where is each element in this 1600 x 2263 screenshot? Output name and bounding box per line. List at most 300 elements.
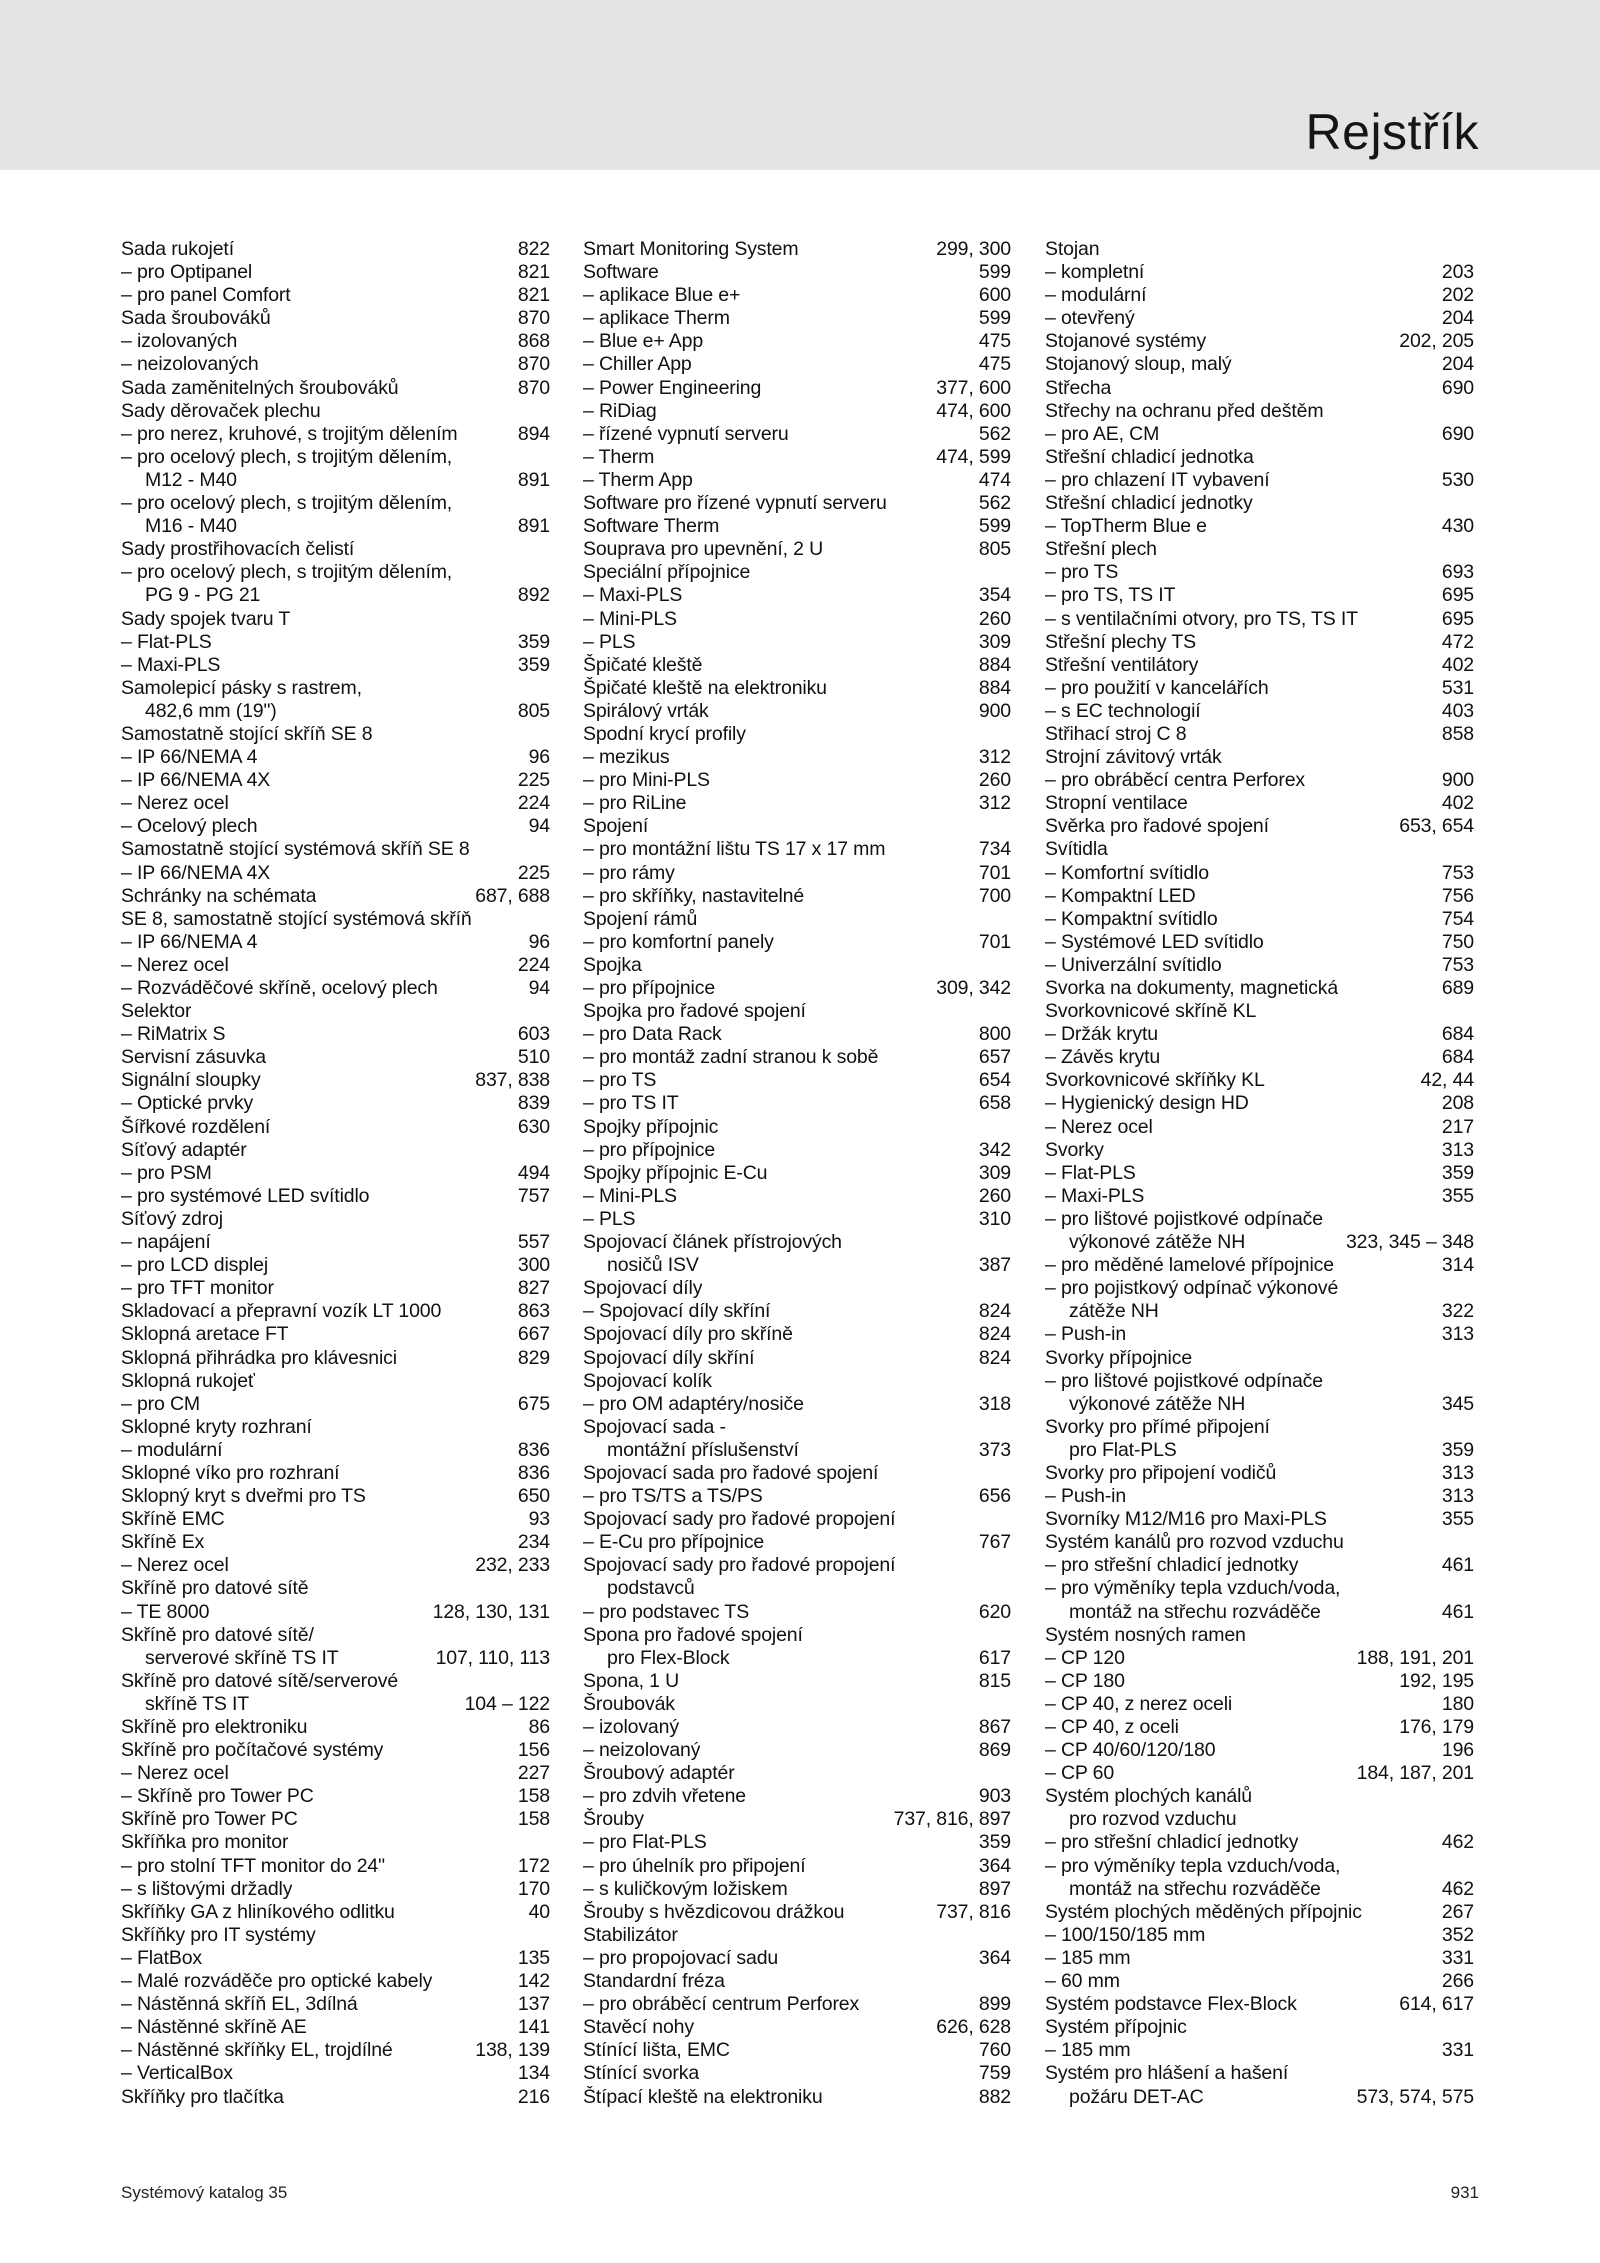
index-page-ref: 884 — [978, 676, 1011, 699]
index-page-ref: 868 — [517, 330, 550, 353]
index-page-ref: 227 — [517, 1762, 550, 1785]
index-page-ref: 196 — [1441, 1739, 1474, 1762]
index-entry — [121, 515, 550, 538]
index-page-ref: 314 — [1441, 1254, 1474, 1277]
index-page-ref: 216 — [517, 2085, 550, 2108]
index-entry — [121, 792, 550, 815]
index-term: – pro LCD displej — [121, 1254, 268, 1277]
index-entry — [121, 1393, 550, 1416]
index-term: Schránky na schémata — [121, 884, 317, 907]
index-term: Spirálový vrták — [583, 699, 709, 722]
index-entry — [1045, 1000, 1474, 1023]
index-entry — [583, 1485, 1011, 1508]
index-entry — [583, 792, 1011, 815]
index-entry — [583, 1739, 1011, 1762]
index-term: – pro ocelový plech, s trojitým dělením, — [121, 561, 452, 584]
index-entry — [121, 1901, 550, 1924]
index-entry — [121, 1785, 550, 1808]
index-term: – neizolovaný — [583, 1739, 700, 1762]
index-entry — [121, 769, 550, 792]
index-entry — [121, 1323, 550, 1346]
index-page-ref: 620 — [978, 1600, 1011, 1623]
index-entry — [583, 1046, 1011, 1069]
index-entry — [583, 1416, 1011, 1439]
index-entry — [1045, 723, 1474, 746]
index-column-2 — [583, 238, 1011, 2109]
index-term: – pro komfortní panely — [583, 931, 774, 954]
index-entry — [583, 954, 1011, 977]
index-term: montáž na střechu rozváděče — [1069, 1877, 1321, 1900]
index-entry — [1045, 1878, 1474, 1901]
index-page-ref: 107, 110, 113 — [435, 1646, 550, 1669]
index-term: – Nerez ocel — [121, 792, 229, 815]
index-entry — [1045, 238, 1474, 261]
index-entry — [121, 1808, 550, 1831]
index-term: Stavěcí nohy — [583, 2016, 694, 2039]
index-page-ref: 402 — [1441, 653, 1474, 676]
index-entry — [583, 1831, 1011, 1854]
index-page-ref: 474 — [978, 468, 1011, 491]
index-term: Střešní chladicí jednotky — [1045, 492, 1253, 515]
index-term: Špičaté kleště — [583, 653, 703, 676]
index-entry — [121, 1300, 550, 1323]
index-term: – kompletní — [1045, 261, 1144, 284]
index-page-ref: 737, 816 — [936, 1900, 1011, 1923]
index-page-ref: 138, 139 — [475, 2039, 550, 2062]
footer-page-number: 931 — [1450, 2183, 1479, 2202]
index-entry — [121, 1277, 550, 1300]
index-term: – CP 60 — [1045, 1762, 1114, 1785]
index-term: – pro podstavec TS — [583, 1601, 749, 1624]
index-term: Střešní chladicí jednotka — [1045, 445, 1254, 468]
index-term: Svorníky M12/M16 pro Maxi-PLS — [1045, 1508, 1327, 1531]
index-term: – IP 66/NEMA 4 — [121, 931, 257, 954]
index-term: Svorky pro přímé připojení — [1045, 1415, 1270, 1438]
index-entry — [583, 908, 1011, 931]
index-term: Signální sloupky — [121, 1069, 261, 1092]
index-page-ref: 700 — [978, 884, 1011, 907]
index-entry — [121, 307, 550, 330]
index-term: Spojovací díly skříní — [583, 1346, 755, 1369]
index-entry — [1045, 815, 1474, 838]
index-term: Stínící lišta, EMC — [583, 2039, 730, 2062]
index-term: PG 9 - PG 21 — [145, 584, 261, 607]
index-page-ref: 135 — [517, 1946, 550, 1969]
index-entry — [1045, 377, 1474, 400]
index-term: Skladovací a přepravní vozík LT 1000 — [121, 1300, 442, 1323]
index-term: Standardní fréza — [583, 1970, 725, 1993]
index-page-ref: 104 – 122 — [464, 1692, 550, 1715]
index-page-ref: 188, 191, 201 — [1356, 1646, 1474, 1669]
index-term: – řízené vypnutí serveru — [583, 423, 789, 446]
index-page-ref: 204 — [1441, 353, 1474, 376]
index-term: – pro výměníky tepla vzduch/voda, — [1045, 1855, 1340, 1878]
index-page-ref: 217 — [1441, 1115, 1474, 1138]
index-entry — [583, 1116, 1011, 1139]
index-page-ref: 300 — [517, 1254, 550, 1277]
index-term: Síťový adaptér — [121, 1138, 247, 1161]
index-page-ref: 137 — [517, 1993, 550, 2016]
index-entry — [121, 838, 550, 861]
index-page-ref: 170 — [517, 1877, 550, 1900]
index-term: Spodní krycí profily — [583, 722, 746, 745]
index-page-ref: 800 — [978, 1023, 1011, 1046]
index-page-ref: 128, 130, 131 — [432, 1600, 550, 1623]
index-term: – pro TS — [1045, 561, 1118, 584]
index-entry — [1045, 1069, 1474, 1092]
index-entry — [1045, 1531, 1474, 1554]
index-entry — [121, 1993, 550, 2016]
index-entry — [121, 1924, 550, 1947]
index-page-ref: 760 — [978, 2039, 1011, 2062]
index-term: Střešní plechy TS — [1045, 630, 1196, 653]
index-term: – pro obráběcí centra Perforex — [1045, 769, 1305, 792]
index-page-ref: 650 — [517, 1485, 550, 1508]
index-entry — [1045, 1647, 1474, 1670]
index-term: Sklopné kryty rozhraní — [121, 1415, 312, 1438]
index-term: Sada zaměnitelných šroubováků — [121, 376, 399, 399]
index-term: – Kompaktní LED — [1045, 885, 1196, 908]
index-entry — [121, 1693, 550, 1716]
index-page-ref: 805 — [978, 538, 1011, 561]
index-page-ref: 352 — [1441, 1923, 1474, 1946]
index-entry — [1045, 954, 1474, 977]
index-term: nosičů ISV — [607, 1254, 699, 1277]
index-term: – Nerez ocel — [1045, 1116, 1153, 1139]
index-term: – Therm — [583, 446, 654, 469]
index-page-ref: 156 — [517, 1739, 550, 1762]
index-term: – IP 66/NEMA 4X — [121, 769, 270, 792]
index-term: – CP 40, z oceli — [1045, 1716, 1179, 1739]
index-term: Spojovací sady pro řadové propojení — [583, 1508, 896, 1531]
index-term: Štípací kleště na elektroniku — [583, 2085, 823, 2108]
index-term: – pro použití v kancelářích — [1045, 677, 1269, 700]
index-term: – Kompaktní svítidlo — [1045, 908, 1218, 931]
index-entry — [121, 1092, 550, 1115]
index-term: Spojka pro řadové spojení — [583, 1000, 806, 1023]
index-page-ref: 695 — [1441, 607, 1474, 630]
index-entry — [583, 584, 1011, 607]
index-page-ref: 309 — [978, 630, 1011, 653]
index-page-ref: 656 — [978, 1485, 1011, 1508]
page-header — [0, 0, 1600, 170]
index-entry — [1045, 1762, 1474, 1785]
index-page-ref: 754 — [1441, 907, 1474, 930]
index-entry — [1045, 1693, 1474, 1716]
index-page-ref: 690 — [1441, 422, 1474, 445]
index-term: M16 - M40 — [145, 515, 237, 538]
index-term: Spojovací sady pro řadové propojení — [583, 1554, 896, 1577]
index-entry — [1045, 400, 1474, 423]
index-term: – pro systémové LED svítidlo — [121, 1185, 369, 1208]
index-page-ref: 767 — [978, 1531, 1011, 1554]
index-entry — [1045, 1577, 1474, 1600]
index-term: Skříně pro Tower PC — [121, 1808, 298, 1831]
index-page-ref: 309, 342 — [936, 977, 1011, 999]
index-page-ref: 892 — [517, 584, 550, 607]
index-entry — [121, 908, 550, 931]
index-term: Stínící svorka — [583, 2062, 700, 2085]
index-page-ref: 827 — [517, 1277, 550, 1300]
index-term: – s kuličkovým ložiskem — [583, 1878, 788, 1901]
index-entry — [583, 330, 1011, 353]
index-entry — [583, 1785, 1011, 1808]
index-term: – CP 180 — [1045, 1670, 1125, 1693]
index-page-ref: 667 — [517, 1323, 550, 1346]
index-page-ref: 141 — [517, 2016, 550, 2039]
index-entry — [1045, 1116, 1474, 1139]
index-entry — [121, 723, 550, 746]
index-term: – Mini-PLS — [583, 608, 677, 631]
index-term: – s ventilačními otvory, pro TS, TS IT — [1045, 608, 1358, 631]
index-term: Spojení — [583, 815, 649, 838]
index-entry — [1045, 261, 1474, 284]
index-term: Stojanové systémy — [1045, 330, 1207, 353]
index-term: – Spojovací díly skříní — [583, 1300, 770, 1323]
index-page-ref: 837, 838 — [475, 1069, 550, 1092]
index-term: – Malé rozváděče pro optické kabely — [121, 1970, 432, 1993]
index-page-ref: 657 — [978, 1046, 1011, 1069]
index-term: Spona, 1 U — [583, 1669, 680, 1692]
index-page-ref: 557 — [517, 1231, 550, 1254]
index-page-ref: 599 — [978, 261, 1011, 284]
index-entry — [583, 1878, 1011, 1901]
index-entry — [1045, 677, 1474, 700]
index-term: Skříňky pro IT systémy — [121, 1923, 316, 1946]
index-entry — [121, 261, 550, 284]
index-page-ref: 462 — [1441, 1831, 1474, 1854]
index-page-ref: 653, 654 — [1399, 815, 1474, 838]
index-entry — [1045, 654, 1474, 677]
index-entry — [1045, 885, 1474, 908]
index-page-ref: 836 — [517, 1438, 550, 1461]
index-term: – E-Cu pro přípojnice — [583, 1531, 764, 1554]
index-term: Souprava pro upevnění, 2 U — [583, 538, 824, 561]
index-entry — [121, 1254, 550, 1277]
index-page-ref: 354 — [978, 584, 1011, 607]
index-term: Sada rukojetí — [121, 238, 234, 260]
index-page-ref: 359 — [1441, 1438, 1474, 1461]
index-entry — [1045, 330, 1474, 353]
index-page-ref: 753 — [1441, 861, 1474, 884]
index-page-ref: 869 — [978, 1739, 1011, 1762]
index-entry — [1045, 1323, 1474, 1346]
index-term: – IP 66/NEMA 4X — [121, 862, 270, 885]
index-entry — [583, 446, 1011, 469]
index-page-ref: 836 — [517, 1461, 550, 1484]
index-page-ref: 600 — [978, 284, 1011, 307]
index-entry — [121, 1970, 550, 1993]
index-page-ref: 225 — [517, 769, 550, 792]
index-page-ref: 884 — [978, 653, 1011, 676]
index-term: Skříně Ex — [121, 1531, 205, 1554]
index-page-ref: 630 — [517, 1115, 550, 1138]
index-term: pro Flex-Block — [607, 1646, 730, 1669]
index-entry — [583, 1323, 1011, 1346]
index-entry — [121, 1531, 550, 1554]
index-term: Skříňka pro monitor — [121, 1831, 289, 1854]
index-entry — [1045, 492, 1474, 515]
index-page-ref: 202, 205 — [1399, 330, 1474, 353]
index-term: – pro Data Rack — [583, 1023, 722, 1046]
index-entry — [583, 1277, 1011, 1300]
index-entry — [121, 1670, 550, 1693]
index-entry — [583, 1901, 1011, 1924]
index-page-ref: 475 — [978, 353, 1011, 376]
index-term: – pro úhelník pro připojení — [583, 1855, 806, 1878]
index-term: Svorky pro připojení vodičů — [1045, 1461, 1277, 1484]
index-term: – aplikace Blue e+ — [583, 284, 740, 307]
index-entry — [121, 1000, 550, 1023]
index-entry — [583, 1716, 1011, 1739]
index-page-ref: 530 — [1441, 468, 1474, 491]
index-term: – pro zdvih vřetene — [583, 1785, 746, 1808]
index-page-ref: 310 — [978, 1207, 1011, 1230]
index-entry — [1045, 1139, 1474, 1162]
index-entry — [583, 2039, 1011, 2062]
index-term: – pro TS — [583, 1069, 656, 1092]
index-term: – pro ocelový plech, s trojitým dělením, — [121, 492, 452, 515]
index-term: Svěrka pro řadové spojení — [1045, 815, 1269, 838]
index-term: Skříňky GA z hliníkového odlitku — [121, 1900, 395, 1923]
index-term: Střechy na ochranu před deštěm — [1045, 399, 1324, 422]
index-entry — [583, 400, 1011, 423]
index-page-ref: 759 — [978, 2062, 1011, 2085]
index-entry — [583, 238, 1011, 261]
index-page-ref: 313 — [1441, 1138, 1474, 1161]
index-page-ref: 494 — [517, 1161, 550, 1184]
index-term: M12 - M40 — [145, 468, 237, 491]
index-entry — [583, 1577, 1011, 1600]
index-term: Stojanový sloup, malý — [1045, 353, 1232, 376]
index-term: – pro TFT monitor — [121, 1277, 274, 1300]
index-page-ref: 364 — [978, 1854, 1011, 1877]
index-term: Spojení rámů — [583, 907, 698, 930]
index-entry — [1045, 931, 1474, 954]
index-term: – TE 8000 — [121, 1601, 209, 1624]
index-page-ref: 687, 688 — [475, 884, 550, 907]
index-entry — [121, 1439, 550, 1462]
index-term: – pro nerez, kruhové, s trojitým dělením — [121, 423, 458, 446]
index-page-ref: 342 — [978, 1138, 1011, 1161]
index-page-ref: 894 — [517, 422, 550, 445]
index-entry — [583, 1231, 1011, 1254]
index-term: – Optické prvky — [121, 1092, 253, 1115]
index-entry — [583, 1000, 1011, 1023]
page-title: Rejstřík — [1305, 104, 1479, 160]
index-page-ref: 815 — [978, 1669, 1011, 1692]
index-term: Svorky přípojnice — [1045, 1346, 1193, 1369]
index-page-ref: 203 — [1441, 261, 1474, 284]
index-term: – Závěs krytu — [1045, 1046, 1160, 1069]
index-term: – neizolovaných — [121, 353, 259, 376]
index-page-ref: 824 — [978, 1300, 1011, 1323]
index-page-ref: 562 — [978, 492, 1011, 515]
index-term: – pro obráběcí centrum Perforex — [583, 1993, 859, 2016]
index-entry — [1045, 353, 1474, 376]
index-entry — [121, 377, 550, 400]
index-entry — [121, 677, 550, 700]
index-page-ref: 224 — [517, 792, 550, 815]
index-entry — [583, 1947, 1011, 1970]
index-page-ref: 689 — [1441, 977, 1474, 999]
index-page-ref: 701 — [978, 861, 1011, 884]
index-entry — [121, 446, 550, 469]
index-term: – pro chlazení IT vybavení — [1045, 469, 1269, 492]
index-page-ref: 562 — [978, 422, 1011, 445]
index-page-ref: 93 — [528, 1508, 550, 1531]
index-term: Sklopné víko pro rozhraní — [121, 1461, 340, 1484]
index-term: Spona pro řadové spojení — [583, 1623, 803, 1646]
index-term: Smart Monitoring System — [583, 238, 799, 260]
index-entry — [583, 1808, 1011, 1831]
index-entry — [1045, 1254, 1474, 1277]
index-term: výkonové zátěže NH — [1069, 1231, 1246, 1254]
index-entry — [1045, 977, 1474, 1000]
index-page-ref: 323, 345 – 348 — [1345, 1231, 1474, 1254]
index-entry — [583, 1069, 1011, 1092]
index-entry — [121, 1601, 550, 1624]
index-term: – Nástěnné skříně AE — [121, 2016, 307, 2039]
index-entry — [583, 1970, 1011, 1993]
index-page-ref: 313 — [1441, 1461, 1474, 1484]
index-page-ref: 870 — [517, 307, 550, 330]
index-page-ref: 870 — [517, 376, 550, 399]
index-entry — [583, 1462, 1011, 1485]
index-page-ref: 658 — [978, 1092, 1011, 1115]
index-page-ref: 753 — [1441, 953, 1474, 976]
index-entry — [583, 1185, 1011, 1208]
index-term: – pro OM adaptéry/nosiče — [583, 1393, 804, 1416]
index-term: Skříně pro datové sítě — [121, 1577, 309, 1600]
index-entry — [583, 515, 1011, 538]
index-page-ref: 403 — [1441, 699, 1474, 722]
index-entry — [121, 1069, 550, 1092]
index-term: podstavců — [607, 1577, 695, 1600]
index-entry — [583, 353, 1011, 376]
index-page-ref: 313 — [1441, 1485, 1474, 1508]
index-term: – pro TS, TS IT — [1045, 584, 1175, 607]
index-term: – pro přípojnice — [583, 977, 715, 1000]
index-term: Střihací stroj C 8 — [1045, 722, 1187, 745]
index-term: – pro lištové pojistkové odpínače — [1045, 1208, 1323, 1231]
index-term: – s EC technologií — [1045, 700, 1201, 723]
index-term: – Chiller App — [583, 353, 692, 376]
index-entry — [1045, 1347, 1474, 1370]
index-page-ref: 599 — [978, 307, 1011, 330]
index-term: – pro PSM — [121, 1162, 212, 1185]
index-term: – pro AE, CM — [1045, 423, 1159, 446]
index-term: – pro přípojnice — [583, 1139, 715, 1162]
index-page-ref: 603 — [517, 1023, 550, 1046]
index-term: – Nerez ocel — [121, 1762, 229, 1785]
index-entry — [583, 1924, 1011, 1947]
index-entry — [121, 1739, 550, 1762]
index-entry — [121, 1577, 550, 1600]
index-page-ref: 96 — [528, 746, 550, 769]
index-entry — [1045, 1370, 1474, 1393]
index-page-ref: 899 — [978, 1993, 1011, 2016]
index-entry — [121, 238, 550, 261]
index-entry — [583, 862, 1011, 885]
index-page-ref: 309 — [978, 1161, 1011, 1184]
index-entry — [583, 1092, 1011, 1115]
index-term: – pro TS/TS a TS/PS — [583, 1485, 763, 1508]
index-term: – Push-in — [1045, 1485, 1126, 1508]
index-term: – CP 40/60/120/180 — [1045, 1739, 1215, 1762]
index-page-ref: 531 — [1441, 676, 1474, 699]
index-page-ref: 377, 600 — [936, 376, 1011, 399]
